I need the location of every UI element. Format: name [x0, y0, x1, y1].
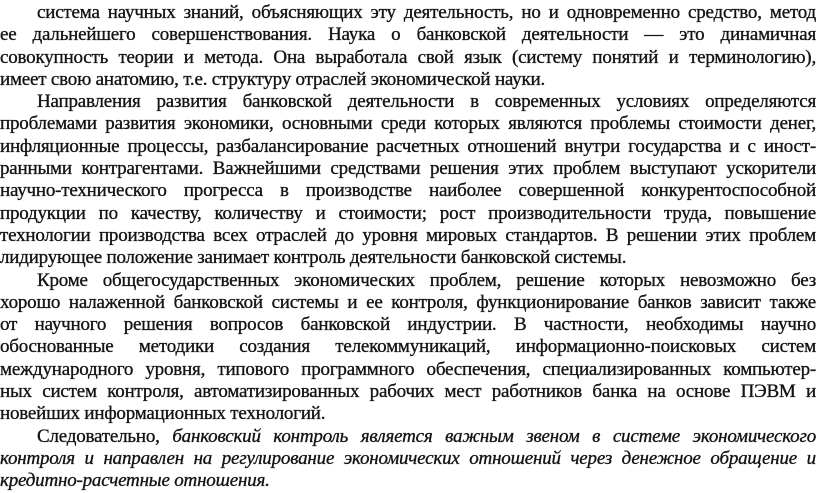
text-run-italic: банковский контроль является важным звеном в системе экономического [172, 425, 816, 447]
text-line: кредитно-расчетные отношения. [0, 470, 270, 492]
text-line: ранными контрагентами. Важнейшими средствами решения этих проблем выступают ускорители [0, 158, 816, 180]
text-line: Кроме общегосударственных экономических проблем, решение которых невозможно без [37, 269, 816, 291]
text-line: технологии производства всех отраслей до уровня мировых стандартов. В решении этих проблем [0, 224, 816, 246]
paragraph [0, 91, 816, 269]
text-line: ных систем контроля, автоматизированных рабочих мест работников банка на основе ПЭВМ и [0, 381, 816, 403]
text-line: лидирующее положение занимает контроль деятельности банковской системы. [0, 247, 627, 269]
text-line: хорошо налаженной банковской системы и ее контроля, функционирование банков зависит также [0, 291, 816, 313]
text-line: Направления развития банковской деятельности в современных условиях определяются [37, 91, 816, 113]
text-line: система научных знаний, объясняющих эту деятельность, но и одновременно средство, метод [37, 2, 816, 23]
text-run-regular: Следовательно, [37, 425, 173, 447]
text-line: имеет свою анатомию, т.е. структуру отраслей экономической науки. [0, 68, 546, 90]
text-line: обоснованные методики создания телекоммуникаций, информационно-поисковых систем [0, 336, 816, 358]
text-line: международного уровня, типового программного обеспечения, специализированных компьютер- [0, 358, 816, 380]
text-line: ее дальнейшего совершенствования. Наука о банковской деятельности — это динамичная [0, 24, 816, 46]
text-line: совокупность теории и метода. Она выработала свой язык (систему понятий и терминологию), [0, 46, 816, 68]
paragraph [0, 270, 816, 426]
text-line: инфляционные процессы, разбалансирование расчетных отношений внутри государства и с иност- [0, 135, 816, 157]
text-line: новейших информационных технологий. [0, 403, 326, 425]
text-line: от научного решения вопросов банковской индустрии. В частности, необходимы научно [0, 314, 816, 336]
paragraph [0, 2, 816, 91]
paragraph [0, 426, 816, 493]
text-line [0, 426, 816, 448]
text-line: проблемами развития экономики, основными среди которых являются проблемы стоимости денег, [0, 113, 816, 135]
text-line: продукции по качеству, количеству и стоимости; рост производительности труда, повышение [0, 202, 816, 224]
text-line: контроля и направлен на регулирование экономических отношений через денежное обращение и [0, 447, 816, 469]
text-line: научно-технического прогресса в производстве наиболее совершенной конкурентоспособной [0, 180, 816, 202]
